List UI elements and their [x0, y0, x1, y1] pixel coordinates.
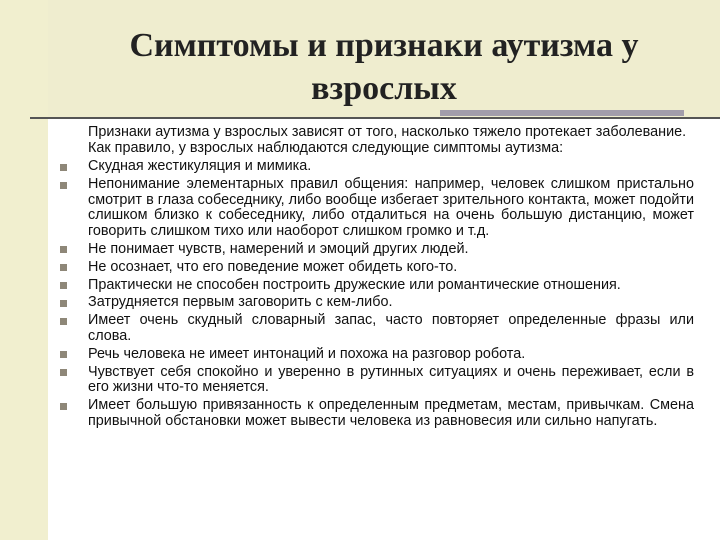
list-item-text: Затрудняется первым заговорить с кем-либо. [88, 294, 393, 311]
list-item [88, 398, 694, 429]
list-item-text: Речь человека не имеет интонаций и похожа на разговор робота. [88, 345, 526, 362]
list-item-text: Имеет очень скудный словарный запас, часто повторяет определенные фразы или слова. [88, 312, 694, 344]
square-bullet-icon [60, 164, 67, 171]
list-item [88, 347, 694, 363]
square-bullet-icon [60, 246, 67, 253]
list-item [88, 242, 694, 258]
slide-body [88, 125, 694, 432]
left-decor-band [0, 0, 48, 540]
list-item [88, 260, 694, 276]
square-bullet-icon [60, 182, 67, 189]
square-bullet-icon [60, 282, 67, 289]
square-bullet-icon [60, 369, 67, 376]
title-accent-bar [440, 110, 684, 116]
list-item-text: Имеет большую привязанность к определенным предметам, местам, привычкам. Смена привычной обстановки может вывести человека из равновесия или сильно напугать. [88, 397, 694, 429]
intro-paragraph: Признаки аутизма у взрослых зависят от того, насколько тяжело протекает заболевание. Как правило, у взрослых наблюдаются следующие симптомы аутизма: [88, 124, 687, 156]
list-item-text: Скудная жестикуляция и мимика. [88, 158, 312, 175]
list-item-text: Не осознает, что его поведение может обидеть кого-то. [88, 258, 458, 275]
list-item [88, 278, 694, 294]
list-item [88, 313, 694, 344]
list-item-text: Чувствует себя спокойно и уверенно в рутинных ситуациях и очень переживает, если в его жизни что-то меняется. [88, 363, 694, 396]
slide-title-line-1: Симптомы и признаки аутизма у [129, 27, 639, 64]
slide-title-line-2: взрослых [311, 70, 457, 107]
list-item [88, 295, 694, 311]
list-item [88, 365, 694, 396]
square-bullet-icon [60, 351, 67, 358]
list-item-text: Непонимание элементарных правил общения: например, человек слишком пристально смотрит в глаза собеседнику, либо вообще избегает зрительного контакта, может подойти слишком близко к собеседнику, либо отдалиться на очень большую дистанцию, может говорить слишком тихо или наоборот слишком громко и т.д. [88, 176, 694, 239]
symptom-list [88, 159, 694, 429]
square-bullet-icon [60, 318, 67, 325]
list-item-text: Не понимает чувств, намерений и эмоций других людей. [88, 240, 469, 257]
square-bullet-icon [60, 300, 67, 307]
square-bullet-icon [60, 403, 67, 410]
slide-title [48, 24, 720, 110]
list-item-text: Практически не способен построить дружеские или романтические отношения. [88, 276, 621, 293]
list-item [88, 177, 694, 239]
list-item [88, 159, 694, 175]
square-bullet-icon [60, 264, 67, 271]
title-divider [30, 117, 720, 119]
